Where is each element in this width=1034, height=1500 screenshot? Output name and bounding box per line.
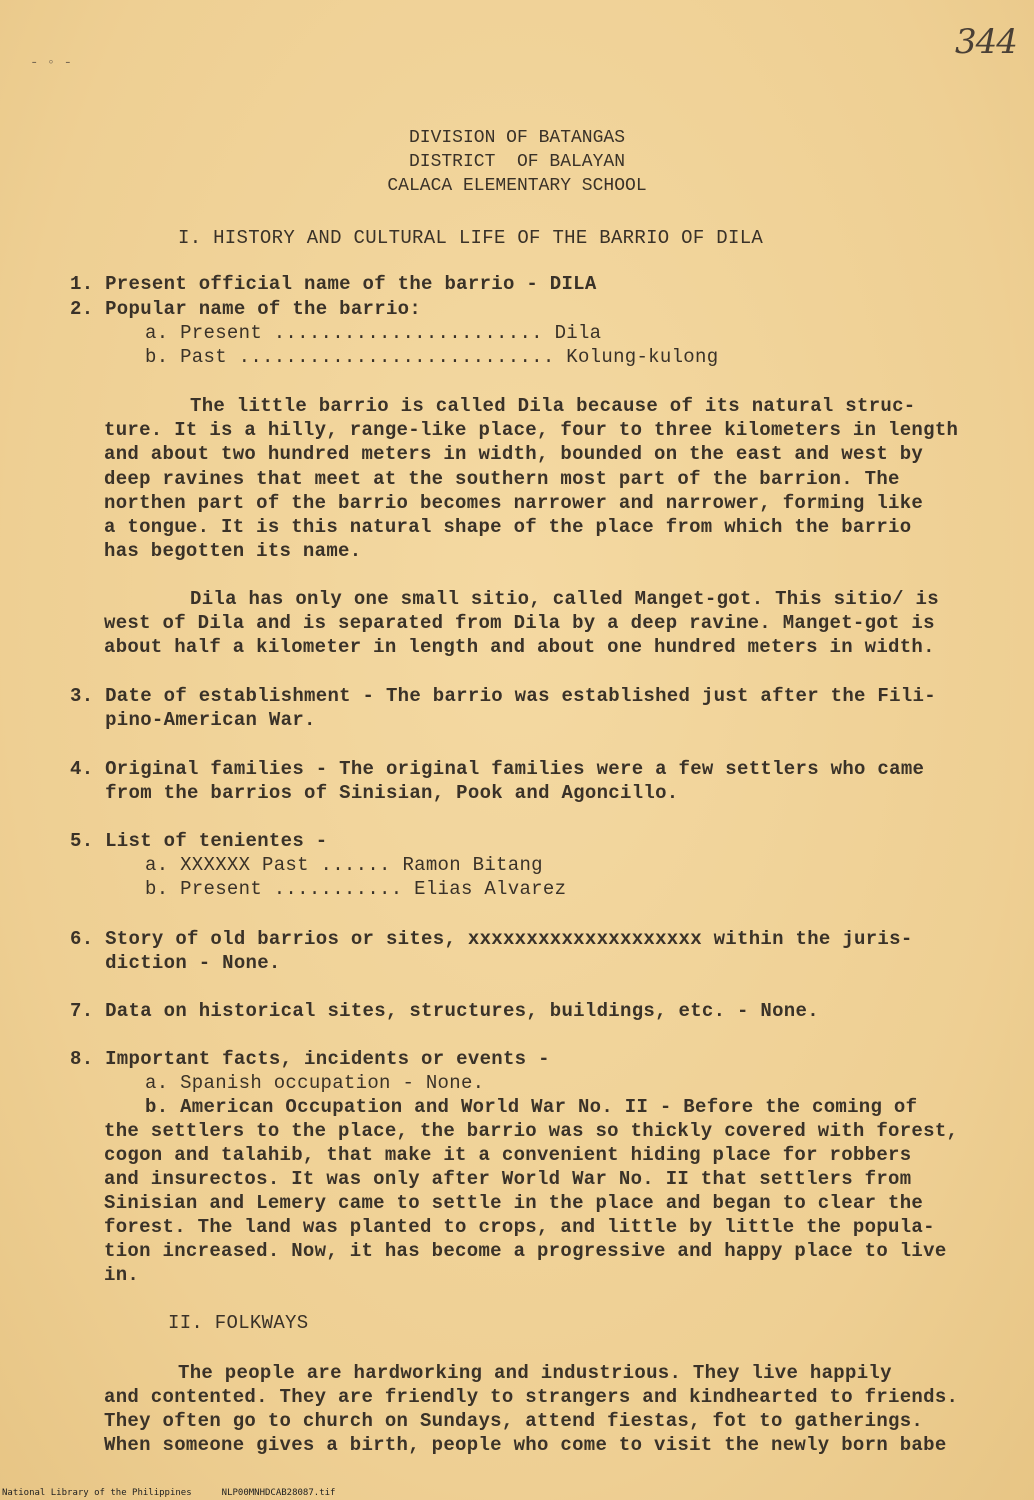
paragraph-line: The people are hardworking and industrious. They live happily xyxy=(178,1362,892,1384)
paragraph-line: west of Dila and is separated from Dila by a deep ravine. Manget-got is xyxy=(104,612,935,634)
item-1: 1. Present official name of the barrio - DILA xyxy=(70,273,597,295)
item-8b-line: Sinisian and Lemery came to settle in the place and began to clear the xyxy=(104,1192,924,1214)
header-school: CALACA ELEMENTARY SCHOOL xyxy=(387,176,647,196)
header-division: DIVISION OF BATANGAS xyxy=(408,128,626,148)
paragraph-line: has begotten its name. xyxy=(104,540,362,562)
paragraph-line: When someone gives a birth, people who come to visit the newly born babe xyxy=(104,1434,947,1456)
item-6-line: 6. Story of old barrios or sites, xxxxxxxxxxxxxxxxxxxx within the juris- xyxy=(70,928,913,950)
header-district: DISTRICT OF BALAYAN xyxy=(408,152,626,172)
margin-mark: - ◦ - xyxy=(30,55,73,71)
item-8b-line: b. American Occupation and World War No. II - Before the coming of xyxy=(145,1096,918,1118)
page-number: 344 xyxy=(955,22,1017,62)
item-4-line: 4. Original families - The original families were a few settlers who came xyxy=(70,758,925,780)
paragraph-line: a tongue. It is this natural shape of the place from which the barrio xyxy=(104,516,912,538)
item-8b-line: and insurectos. It was only after World War No. II that settlers from xyxy=(104,1168,912,1190)
item-7: 7. Data on historical sites, structures, buildings, etc. - None. xyxy=(70,1000,819,1022)
paragraph-line: northen part of the barrio becomes narrower and narrower, forming like xyxy=(104,492,924,514)
item-8-label: 8. Important facts, incidents or events - xyxy=(70,1048,550,1070)
item-4-line: from the barrios of Sinisian, Pook and Agoncillo. xyxy=(70,782,679,804)
item-8b-line: the settlers to the place, the barrio was so thickly covered with forest, xyxy=(104,1120,959,1142)
item-5b: b. Present ........... Elias Alvarez xyxy=(145,878,567,900)
paragraph-line: and about two hundred meters in width, bounded on the east and west by xyxy=(104,443,924,465)
section1-title: I. HISTORY AND CULTURAL LIFE OF THE BARRIO OF DILA xyxy=(178,227,764,249)
paragraph-line: and contented. They are friendly to strangers and kindhearted to friends. xyxy=(104,1386,959,1408)
paragraph-line: ture. It is a hilly, range-like place, four to three kilometers in length xyxy=(104,419,959,441)
item-5a: a. XXXXXX Past ...... Ramon Bitang xyxy=(145,854,543,876)
item-3-line: pino-American War. xyxy=(70,709,316,731)
paragraph-line: about half a kilometer in length and about one hundred meters in width. xyxy=(104,636,935,658)
item-3-line: 3. Date of establishment - The barrio was established just after the Fili- xyxy=(70,685,936,707)
item-8b-line: tion increased. Now, it has become a progressive and happy place to live xyxy=(104,1240,947,1262)
paragraph-line: deep ravines that meet at the southern most part of the barrion. The xyxy=(104,468,900,490)
paragraph-line: They often go to church on Sundays, attend fiestas, fot to gatherings. xyxy=(104,1410,924,1432)
section2-title: II. FOLKWAYS xyxy=(168,1312,309,1334)
item-6-line: diction - None. xyxy=(70,952,281,974)
footer-library: National Library of the Philippines xyxy=(2,1488,192,1498)
paragraph-line: Dila has only one small sitio, called Manget-got. This sitio/ is xyxy=(190,588,939,610)
item-8a: a. Spanish occupation - None. xyxy=(145,1072,485,1094)
item-8b-line: in. xyxy=(104,1264,140,1286)
item-2b: b. Past ........................... Kolung-kulong xyxy=(145,346,719,368)
item-2a: a. Present ....................... Dila xyxy=(145,322,602,344)
item-5-label: 5. List of tenientes - xyxy=(70,830,328,852)
item-8b-line: cogon and talahib, that make it a convenient hiding place for robbers xyxy=(104,1144,912,1166)
paragraph-line: The little barrio is called Dila because of its natural struc- xyxy=(190,395,916,417)
scan-footer xyxy=(2,1488,365,1498)
footer-file: NLP00MNHDCAB28087.tif xyxy=(221,1488,336,1498)
item-8b-line: forest. The land was planted to crops, and little by little the popula- xyxy=(104,1216,935,1238)
item-2-label: 2. Popular name of the barrio: xyxy=(70,298,422,320)
